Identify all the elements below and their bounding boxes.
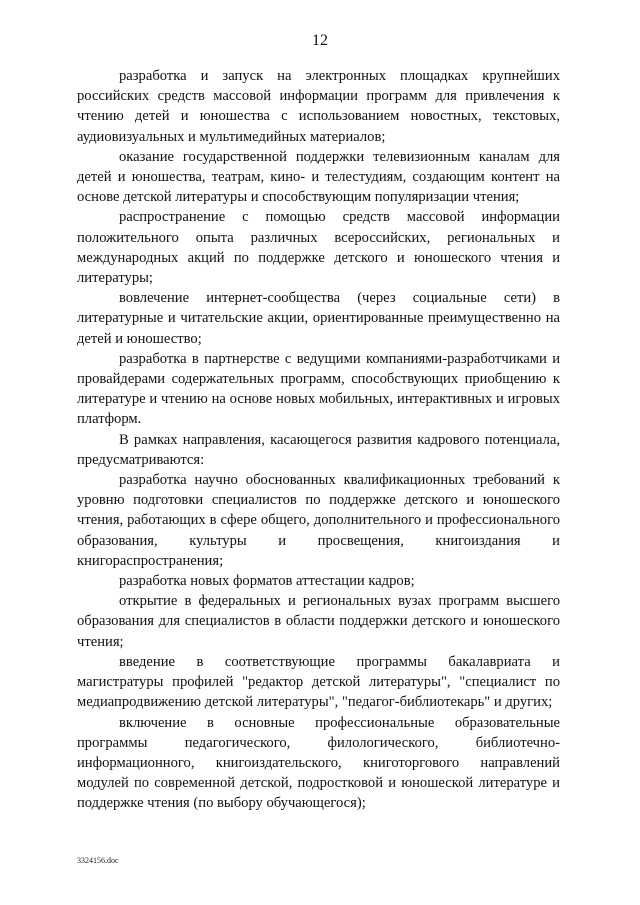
paragraph: распространение с помощью средств массовой информации положительного опыта различных всероссийских, региональных и международных акций по поддержке детского и юношеского чтения и литературы; — [77, 209, 560, 287]
paragraph: оказание государственной поддержки телевизионным каналам для детей и юношества, театрам, кино- и телестудиям, создающим контент на основе детской литературы и способствующим популяризации чтения; — [77, 148, 560, 206]
paragraph: введение в соответствующие программы бакалавриата и магистратуры профилей "редактор детской литературы", "специалист по медиапродвижению детской литературы", "педагог-библиотекарь" и других; — [77, 653, 560, 711]
paragraph: открытие в федеральных и региональных вузах программ высшего образования для специалистов в области поддержки детского и юношеского чтения; — [77, 593, 560, 650]
paragraph: включение в основные профессиональные образовательные программы педагогического, филологического, библиотечно-информационного, книгоиздательского, книготоргового направлений модулей по современной детской, подростковой и юношеской литературе и поддержке чтения (по выбору обучающегося); — [77, 714, 560, 812]
paragraph: вовлечение интернет-сообщества (через социальные сети) в литературные и читательские акции, ориентированные преимущественно на детей и юношество; — [77, 290, 560, 347]
document-body — [77, 66, 560, 814]
paragraph: разработка научно обоснованных квалификационных требований к уровню подготовки специалистов по поддержке детского и юношеского чтения, работающих в сфере общего, дополнительного и профессионального образования, культуры и просвещения, книгоиздания и книгораспространения; — [77, 472, 560, 569]
paragraph: разработка и запуск на электронных площадках крупнейших российских средств массовой информации программ для привлечения к чтению детей и юношества с использованием новостных, текстовых, аудиовизуальных и мультимедийных материалов; — [77, 68, 560, 145]
document-filename-footer: 3324156.doc — [77, 856, 119, 865]
paragraph: В рамках направления, касающегося развития кадрового потенциала, предусматриваются: — [77, 431, 560, 468]
paragraph: разработка в партнерстве с ведущими компаниями-разработчиками и провайдерами содержательных программ, способствующих приобщению к литературе и чтению на основе новых мобильных, интерактивных и игровых платформ. — [77, 350, 560, 428]
paragraph: разработка новых форматов аттестации кадров; — [119, 573, 415, 590]
page-number: 12 — [312, 32, 328, 49]
